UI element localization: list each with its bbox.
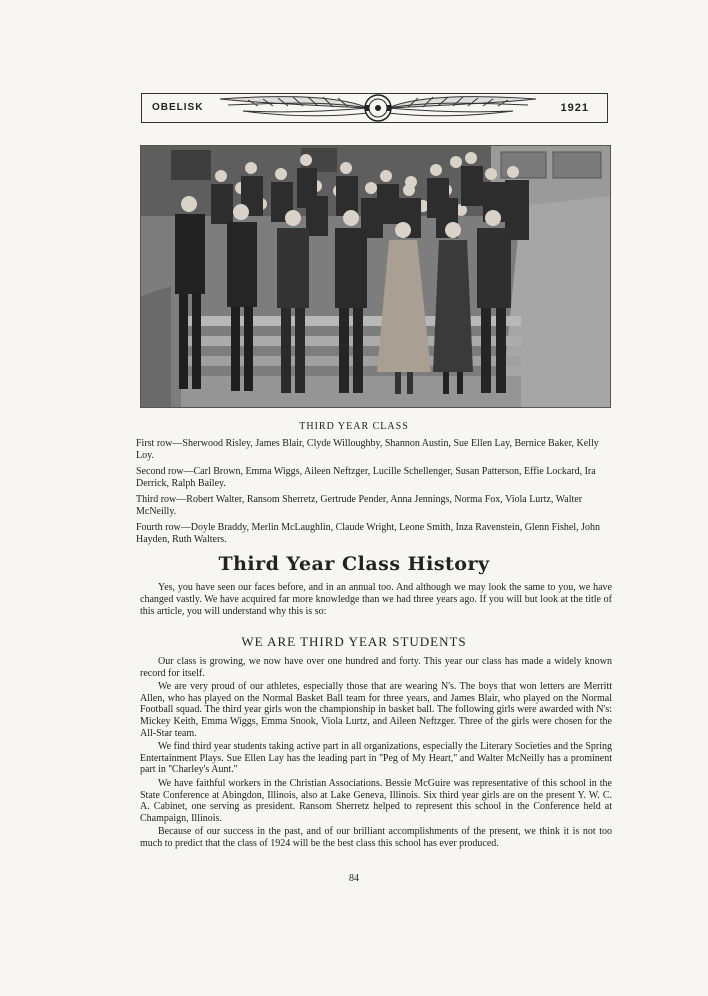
class-group-photo-icon bbox=[140, 145, 611, 408]
winged-emblem-icon bbox=[218, 91, 538, 125]
yearbook-title: OBELISK bbox=[152, 102, 204, 113]
article-paragraph: Our class is growing, we now have over one hundred and forty. This year our class has made a widely known record for itself. bbox=[140, 656, 612, 679]
row-names: Sherwood Risley, James Blair, Clyde Willoughby, Shannon Austin, Sue Ellen Lay, Bernice Baker, Kelly Loy. bbox=[136, 438, 599, 461]
caption-row: Fourth row—Doyle Braddy, Merlin McLaughlin, Claude Wright, Leone Smith, Inza Ravenstein, Glenn Fishel, John Hayden, Ruth Walters. bbox=[136, 522, 600, 545]
page-number: 84 bbox=[349, 873, 359, 884]
row-names: Robert Walter, Ransom Sherretz, Gertrude Pender, Anna Jennings, Norma Fox, Viola Lurtz, Walter McNeilly. bbox=[136, 494, 583, 517]
row-label: Second row bbox=[136, 466, 184, 477]
row-label: Fourth row bbox=[136, 522, 181, 533]
article-paragraph: Because of our success in the past, and of our brilliant accomplishments of the present, we think it is not too much to predict that the class of 1924 will be the best class this school has ever produced. bbox=[140, 826, 612, 849]
header-banner bbox=[141, 93, 608, 123]
article-paragraph: We find third year students taking active part in all organizations, especially the Literary Societies and the Spring Entertainment Plays. Sue Ellen Lay has the leading part in ''Peg of My Heart,'' and Walter McNeilly has a prominent part in ''Charley's Aunt.'' bbox=[140, 741, 612, 776]
row-names: Carl Brown, Emma Wiggs, Aileen Neftzger, Lucille Schellenger, Susan Patterson, Effie Lockard, Ira Derrick, Ralph Bailey. bbox=[136, 466, 596, 489]
row-label: Third row bbox=[136, 494, 177, 505]
caption-row: Third row—Robert Walter, Ransom Sherretz, Gertrude Pender, Anna Jennings, Norma Fox, Viola Lurtz, Walter McNeilly. bbox=[136, 494, 583, 517]
article-paragraph: We are very proud of our athletes, especially those that are wearing N's. The boys that won letters are Merritt Allen, who has played on the Normal Basket Ball team for three years, and James Blair, who played on the Normal Football squad. The third year girls won the championship in basket ball. The following girls were awarded with N's: Mickey Keith, Emma Wiggs, Emma Snook, Viola Lurtz, and Aileen Neftzger. Three of the girls were chosen for the All-Star team. bbox=[140, 681, 612, 739]
article-paragraph: We have faithful workers in the Christian Associations. Bessie McGuire was representative of this school in the State Conference at Abingdon, Illinois, also at Lake Geneva, Illinois. Six third year girls are on the present Y. W. C. A. Cabinet, one serving as president. Ransom Sherretz helped to represent this school in the Conference held at Champaign, Illinois. bbox=[140, 777, 612, 824]
row-names: Doyle Braddy, Merlin McLaughlin, Claude Wright, Leone Smith, Inza Ravenstein, Glenn Fishel, John Hayden, Ruth Walters. bbox=[136, 522, 600, 545]
row-label: First row bbox=[136, 438, 173, 449]
caption-rows bbox=[136, 438, 614, 550]
article-subheading: WE ARE THIRD YEAR STUDENTS bbox=[241, 634, 467, 649]
article-body bbox=[140, 656, 612, 852]
caption-row: First row—Sherwood Risley, James Blair, Clyde Willoughby, Shannon Austin, Sue Ellen Lay, Bernice Baker, Kelly Loy. bbox=[136, 438, 599, 461]
article-intro: Yes, you have seen our faces before, and in an annual too. And although we may look the same to you, we have changed vastly. We have acquired far more knowledge than we had three years ago. If you will but look at the title of this article, you will understand why this is so: bbox=[140, 582, 612, 617]
photo-caption-title: THIRD YEAR CLASS bbox=[299, 421, 409, 432]
yearbook-year: 1921 bbox=[560, 102, 589, 114]
article-title: Third Year Class History bbox=[218, 553, 490, 575]
caption-row: Second row—Carl Brown, Emma Wiggs, Aileen Neftzger, Lucille Schellenger, Susan Patterson, Effie Lockard, Ira Derrick, Ralph Bailey. bbox=[136, 466, 596, 489]
